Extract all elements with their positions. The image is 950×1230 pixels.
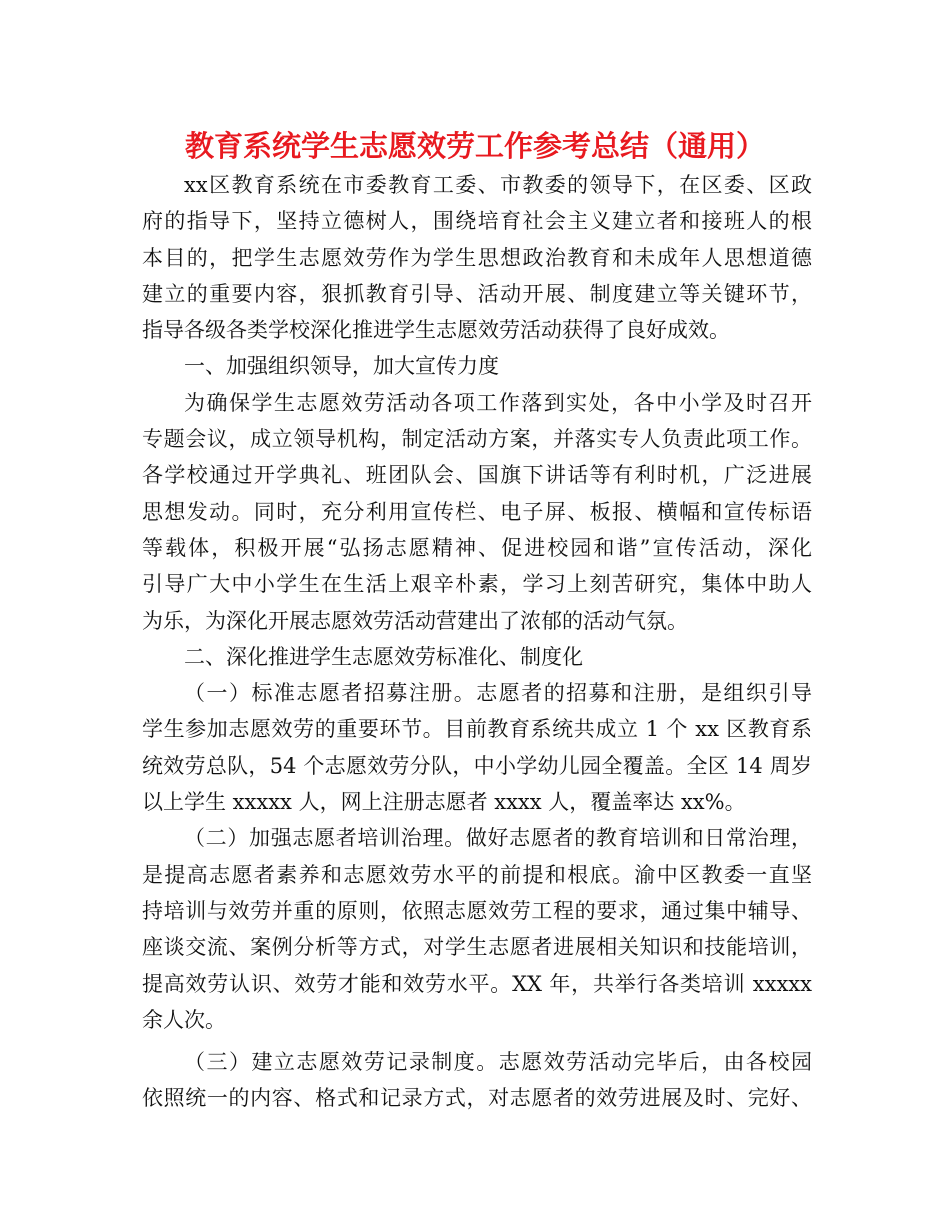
document-title: 教育系统学生志愿效劳工作参考总结（通用） bbox=[184, 129, 765, 163]
section-heading: 一、加强组织领导，加大宣传力度 bbox=[184, 354, 499, 379]
body-line: xx区教育系统在市委教育工委、市教委的领导下，在区委、区政 bbox=[184, 173, 812, 197]
body-line: 持培训与效劳并重的原则，依照志愿效劳工程的要求，通过集中辅导、 bbox=[142, 898, 812, 923]
body-line: 统效劳总队，54 个志愿效劳分队，中小学幼儿园全覆盖。全区 14 周岁 bbox=[142, 753, 812, 778]
body-line: 思想发动。同时，充分利用宣传栏、电子屏、板报、横幅和宣传标语 bbox=[142, 499, 812, 524]
body-line: 专题会议，成立领导机构，制定活动方案，并落实专人负责此项工作。 bbox=[142, 427, 812, 452]
body-line: 等载体，积极开展“弘扬志愿精神、促进校园和谐”宣传活动，深化 bbox=[142, 535, 812, 560]
body-line: 提高效劳认识、效劳才能和效劳水平。XX 年，共举行各类培训 xxxxx bbox=[142, 971, 812, 996]
body-line: 余人次。 bbox=[142, 1007, 226, 1032]
body-line: （二）加强志愿者培训治理。做好志愿者的教育培训和日常治理， bbox=[184, 826, 812, 851]
body-line: 指导各级各类学校深化推进学生志愿效劳活动获得了良好成效。 bbox=[142, 318, 730, 343]
document-body bbox=[142, 167, 812, 1117]
body-line: 引导广大中小学生在生活上艰辛朴素，学习上刻苦研究，集体中助人 bbox=[142, 572, 812, 597]
body-line: 各学校通过开学典礼、班团队会、国旗下讲话等有利时机，广泛进展 bbox=[142, 463, 812, 488]
body-line: 建立的重要内容，狠抓教育引导、活动开展、制度建立等关键环节， bbox=[142, 281, 812, 306]
body-line: 依照统一的内容、格式和记录方式，对志愿者的效劳进展及时、完好、 bbox=[142, 1086, 812, 1111]
body-line: 为乐，为深化开展志愿效劳活动营建出了浓郁的活动气氛。 bbox=[142, 608, 688, 633]
body-line: （一）标准志愿者招募注册。志愿者的招募和注册，是组织引导 bbox=[184, 681, 812, 706]
section-heading: 二、深化推进学生志愿效劳标准化、制度化 bbox=[184, 644, 583, 669]
body-line: 座谈交流、案例分析等方式，对学生志愿者进展相关知识和技能培训， bbox=[142, 935, 812, 960]
body-line: 学生参加志愿效劳的重要环节。目前教育系统共成立 1 个 xx 区教育系 bbox=[142, 717, 812, 742]
body-line: 以上学生 xxxxx 人，网上注册志愿者 xxxx 人，覆盖率达 xx%。 bbox=[142, 790, 746, 815]
body-line: 本目的，把学生志愿效劳作为学生思想政治教育和未成年人思想道德 bbox=[142, 245, 812, 270]
body-line: 府的指导下，坚持立德树人，围绕培育社会主义建立者和接班人的根 bbox=[142, 209, 812, 234]
body-line: 为确保学生志愿效劳活动各项工作落到实处，各中小学及时召开 bbox=[184, 390, 812, 415]
body-line: 是提高志愿者素养和志愿效劳水平的前提和根底。渝中区教委一直坚 bbox=[142, 862, 812, 887]
body-line: （三）建立志愿效劳记录制度。志愿效劳活动完毕后，由各校园 bbox=[184, 1050, 812, 1075]
